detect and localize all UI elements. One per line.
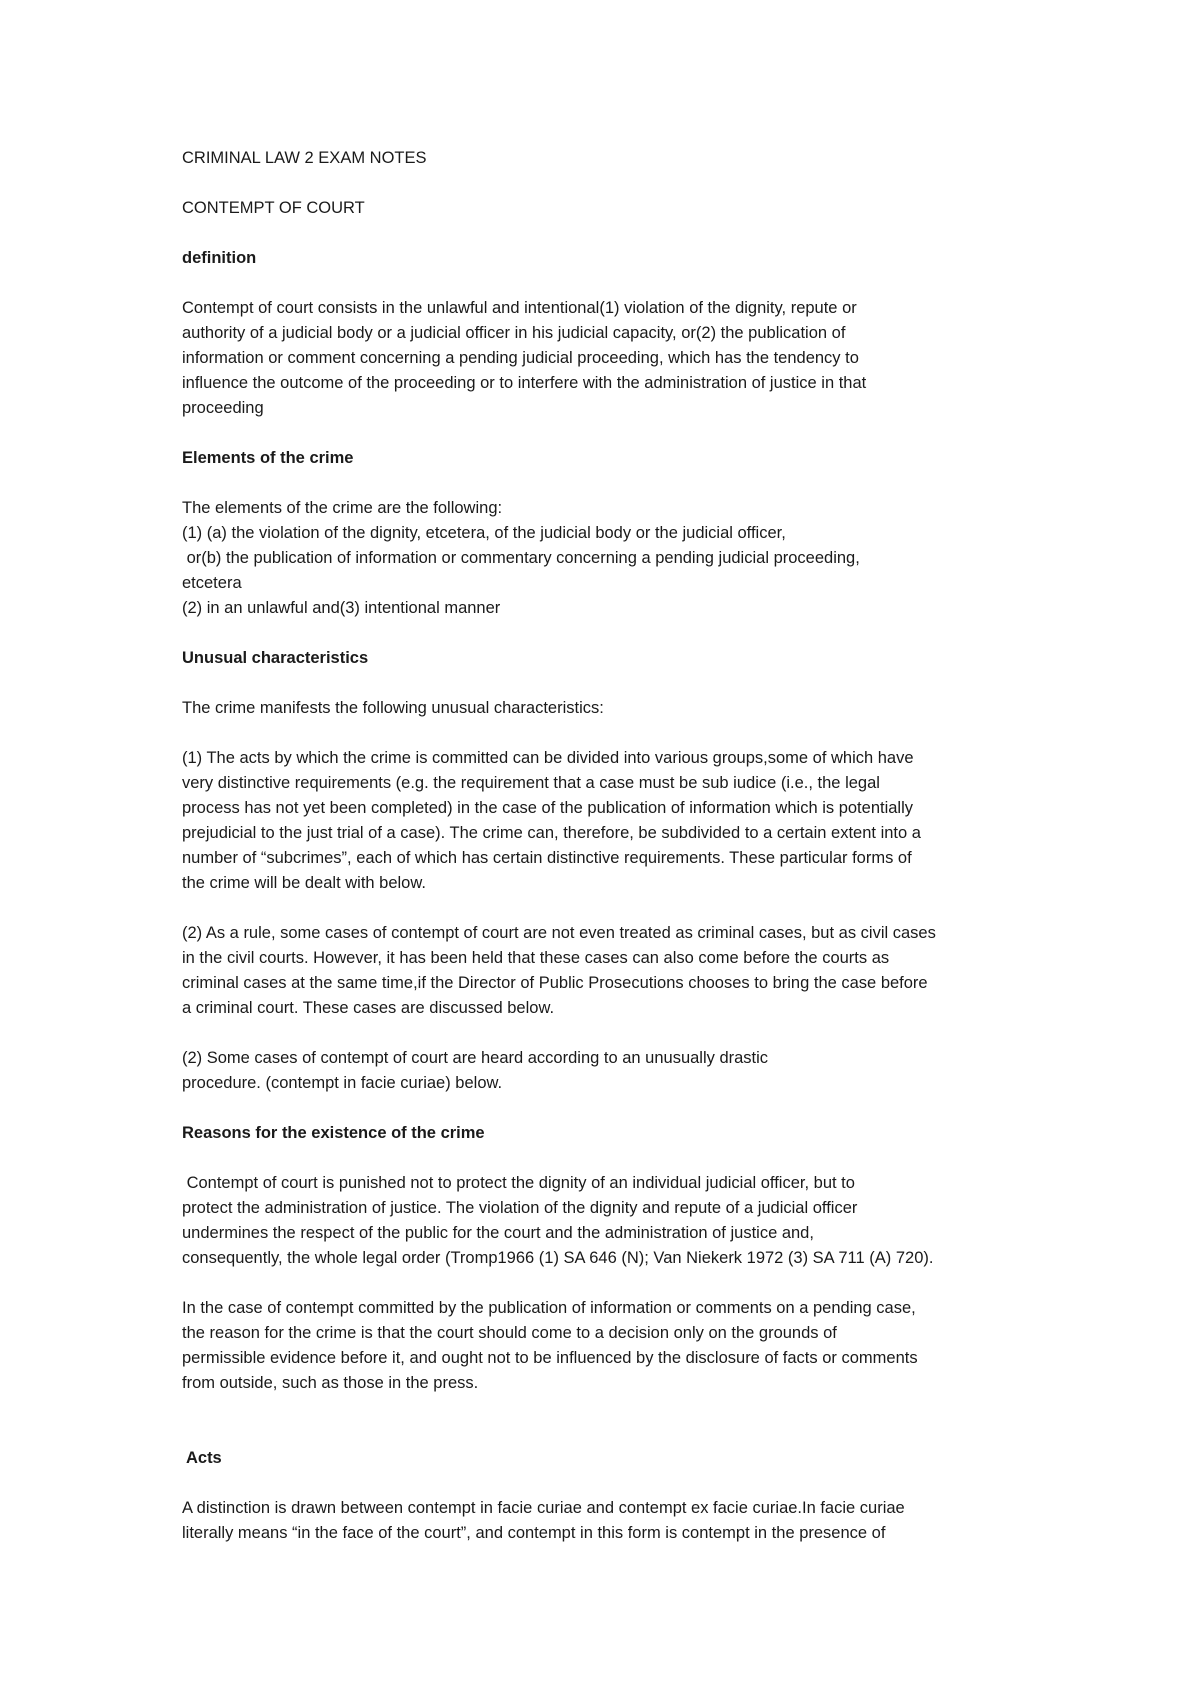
section-title-contempt: CONTEMPT OF COURT [182, 199, 365, 217]
text-line: literally means “in the face of the court”, and contempt in this form is contempt in the presence of [182, 1524, 886, 1542]
definition-paragraph [182, 296, 1032, 421]
text-line: proceeding [182, 399, 264, 417]
unusual-intro: The crime manifests the following unusual characteristics: [182, 699, 604, 717]
text-line: influence the outcome of the proceeding or to interfere with the administration of justice in that [182, 374, 867, 392]
text-line: number of “subcrimes”, each of which has certain distinctive requirements. These particular forms of [182, 849, 912, 867]
text-line: Contempt of court consists in the unlawful and intentional(1) violation of the dignity, repute or [182, 299, 857, 317]
text-line: A distinction is drawn between contempt in facie curiae and contempt ex facie curiae.In facie curiae [182, 1499, 905, 1517]
heading-unusual-characteristics: Unusual characteristics [182, 649, 369, 667]
document-title: CRIMINAL LAW 2 EXAM NOTES [182, 149, 427, 167]
heading-acts: Acts [182, 1449, 222, 1467]
text-line: undermines the respect of the public for the court and the administration of justice and, [182, 1224, 814, 1242]
text-line: the crime will be dealt with below. [182, 874, 426, 892]
text-line: (1) The acts by which the crime is committed can be divided into various groups,some of which have [182, 749, 914, 767]
reasons-paragraph-1 [182, 1171, 1032, 1271]
reasons-paragraph-2 [182, 1296, 1032, 1396]
text-line: In the case of contempt committed by the publication of information or comments on a pending case, [182, 1299, 916, 1317]
elements-paragraph [182, 496, 1032, 621]
text-line: information or comment concerning a pending judicial proceeding, which has the tendency to [182, 349, 859, 367]
text-line: (2) in an unlawful and(3) intentional manner [182, 599, 501, 617]
text-line: or(b) the publication of information or commentary concerning a pending judicial proceeding, [182, 549, 860, 567]
text-line: in the civil courts. However, it has been held that these cases can also come before the courts as [182, 949, 890, 967]
text-line: The elements of the crime are the following: [182, 499, 503, 517]
document-body [182, 146, 1032, 1546]
text-line: permissible evidence before it, and ought not to be influenced by the disclosure of facts or comments [182, 1349, 918, 1367]
text-line: very distinctive requirements (e.g. the requirement that a case must be sub iudice (i.e., the legal [182, 774, 880, 792]
acts-paragraph [182, 1496, 1032, 1546]
text-line: criminal cases at the same time,if the Director of Public Prosecutions chooses to bring the case before [182, 974, 928, 992]
text-line: process has not yet been completed) in the case of the publication of information which is potentially [182, 799, 914, 817]
text-line: authority of a judicial body or a judicial officer in his judicial capacity, or(2) the publication of [182, 324, 846, 342]
heading-reasons: Reasons for the existence of the crime [182, 1124, 485, 1142]
text-line: (1) (a) the violation of the dignity, etcetera, of the judicial body or the judicial officer, [182, 524, 786, 542]
text-line: protect the administration of justice. The violation of the dignity and repute of a judicial officer [182, 1199, 858, 1217]
unusual-point-1 [182, 746, 1032, 896]
text-line: from outside, such as those in the press. [182, 1374, 479, 1392]
text-line: procedure. (contempt in facie curiae) below. [182, 1074, 503, 1092]
unusual-point-3 [182, 1046, 1032, 1096]
text-line: etcetera [182, 574, 242, 592]
heading-elements: Elements of the crime [182, 449, 354, 467]
text-line: consequently, the whole legal order (Tromp1966 (1) SA 646 (N); Van Niekerk 1972 (3) SA 711 (A) 720). [182, 1249, 934, 1267]
text-line: a criminal court. These cases are discussed below. [182, 999, 555, 1017]
text-line: Contempt of court is punished not to protect the dignity of an individual judicial officer, but to [182, 1174, 855, 1192]
heading-definition: definition [182, 249, 257, 267]
text-line: prejudicial to the just trial of a case). The crime can, therefore, be subdivided to a certain extent into a [182, 824, 921, 842]
text-line: (2) Some cases of contempt of court are heard according to an unusually drastic [182, 1049, 769, 1067]
text-line: (2) As a rule, some cases of contempt of court are not even treated as criminal cases, but as civil cases [182, 924, 936, 942]
unusual-point-2 [182, 921, 1032, 1021]
text-line: the reason for the crime is that the court should come to a decision only on the grounds of [182, 1324, 837, 1342]
